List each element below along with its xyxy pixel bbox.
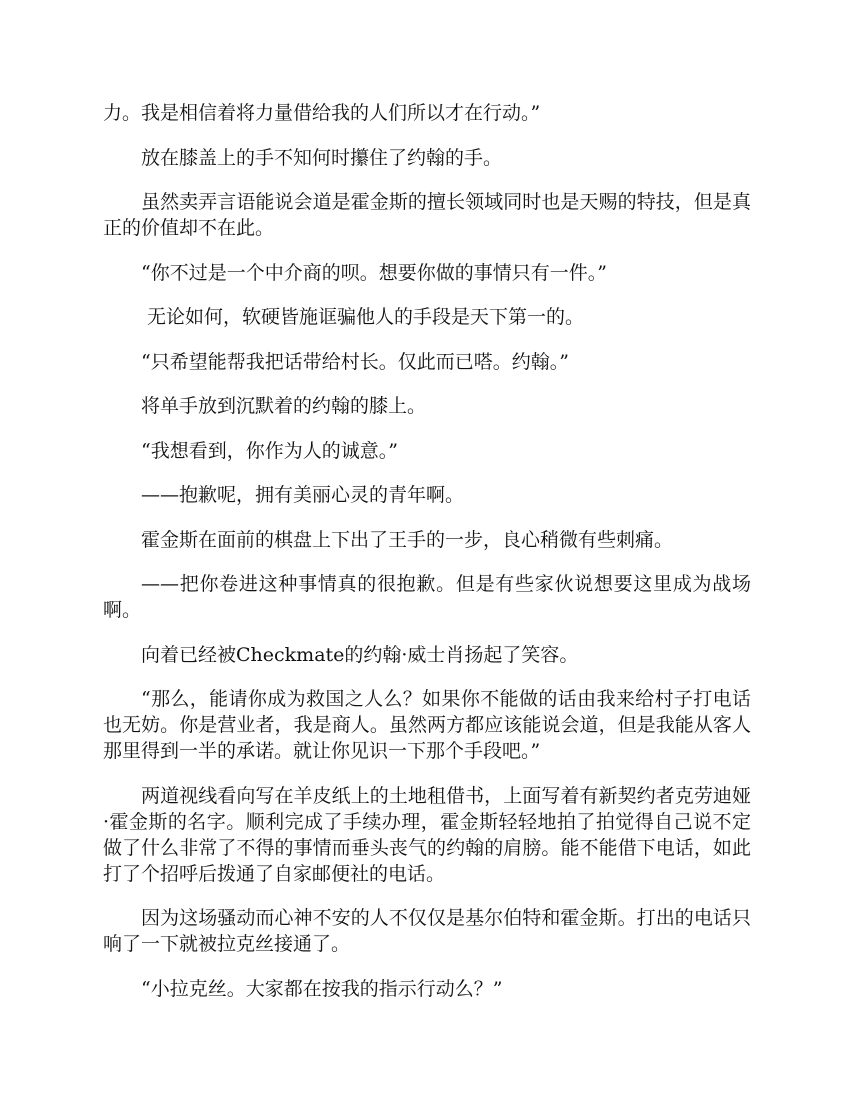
paragraph: “那么，能请你成为救国之人么？如果你不能做的话由我来给村子打电话也无妨。你是营业者，我是商人。虽然两方都应该能说会道，但是我能从客人那里得到一半的承诺。就让你见识一下那个手段吧。”	[103, 688, 751, 762]
paragraph: 两道视线看向写在羊皮纸上的土地租借书，上面写着有新契约者克劳迪娅·霍金斯的名字。顺利完成了手续办理，霍金斯轻轻地拍了拍觉得自己说不定做了什么非常了不得的事情而垂头丧气的约翰的肩膀。能不能借下电话，如此打了个招呼后拨通了自家邮便社的电话。	[103, 784, 751, 885]
paragraph: “我想看到，你作为人的诚意。”	[141, 439, 398, 462]
paragraph: 虽然卖弄言语能说会道是霍金斯的擅长领域同时也是天赐的特技，但是真正的价值却不在此。	[103, 191, 751, 239]
paragraph: 力。我是相信着将力量借给我的人们所以才在行动。”	[103, 102, 541, 124]
paragraph: 因为这场骚动而心神不安的人不仅仅是基尔伯特和霍金斯。打出的电话只响了一下就被拉克丝接通了。	[103, 907, 751, 955]
paragraph: ——把你卷进这种事情真的很抱歉。但是有些家伙说想要这里成为战场啊。	[103, 573, 751, 621]
paragraph: “小拉克丝。大家都在按我的指示行动么？”	[141, 977, 503, 1000]
paragraph: 霍金斯在面前的棋盘上下出了王手的一步，良心稍微有些刺痛。	[141, 528, 674, 551]
paragraph: 将单手放到沉默着的约翰的膝上。	[141, 395, 427, 417]
paragraph: ——抱歉呢，拥有美丽心灵的青年啊。	[141, 484, 465, 506]
paragraph: “只希望能帮我把话带给村长。仅此而已嗒。约翰。”	[141, 350, 569, 373]
paragraph: “你不过是一个中介商的呗。想要你做的事情只有一件。”	[141, 261, 607, 284]
paragraph: 向着已经被Checkmate的约翰·威士肖扬起了笑容。	[141, 643, 579, 666]
paragraph: 放在膝盖上的手不知何时攥住了约翰的手。	[141, 146, 503, 169]
paragraph: 无论如何，软硬皆施诓骗他人的手段是天下第一的。	[147, 306, 585, 328]
body-text	[103, 100, 751, 1020]
